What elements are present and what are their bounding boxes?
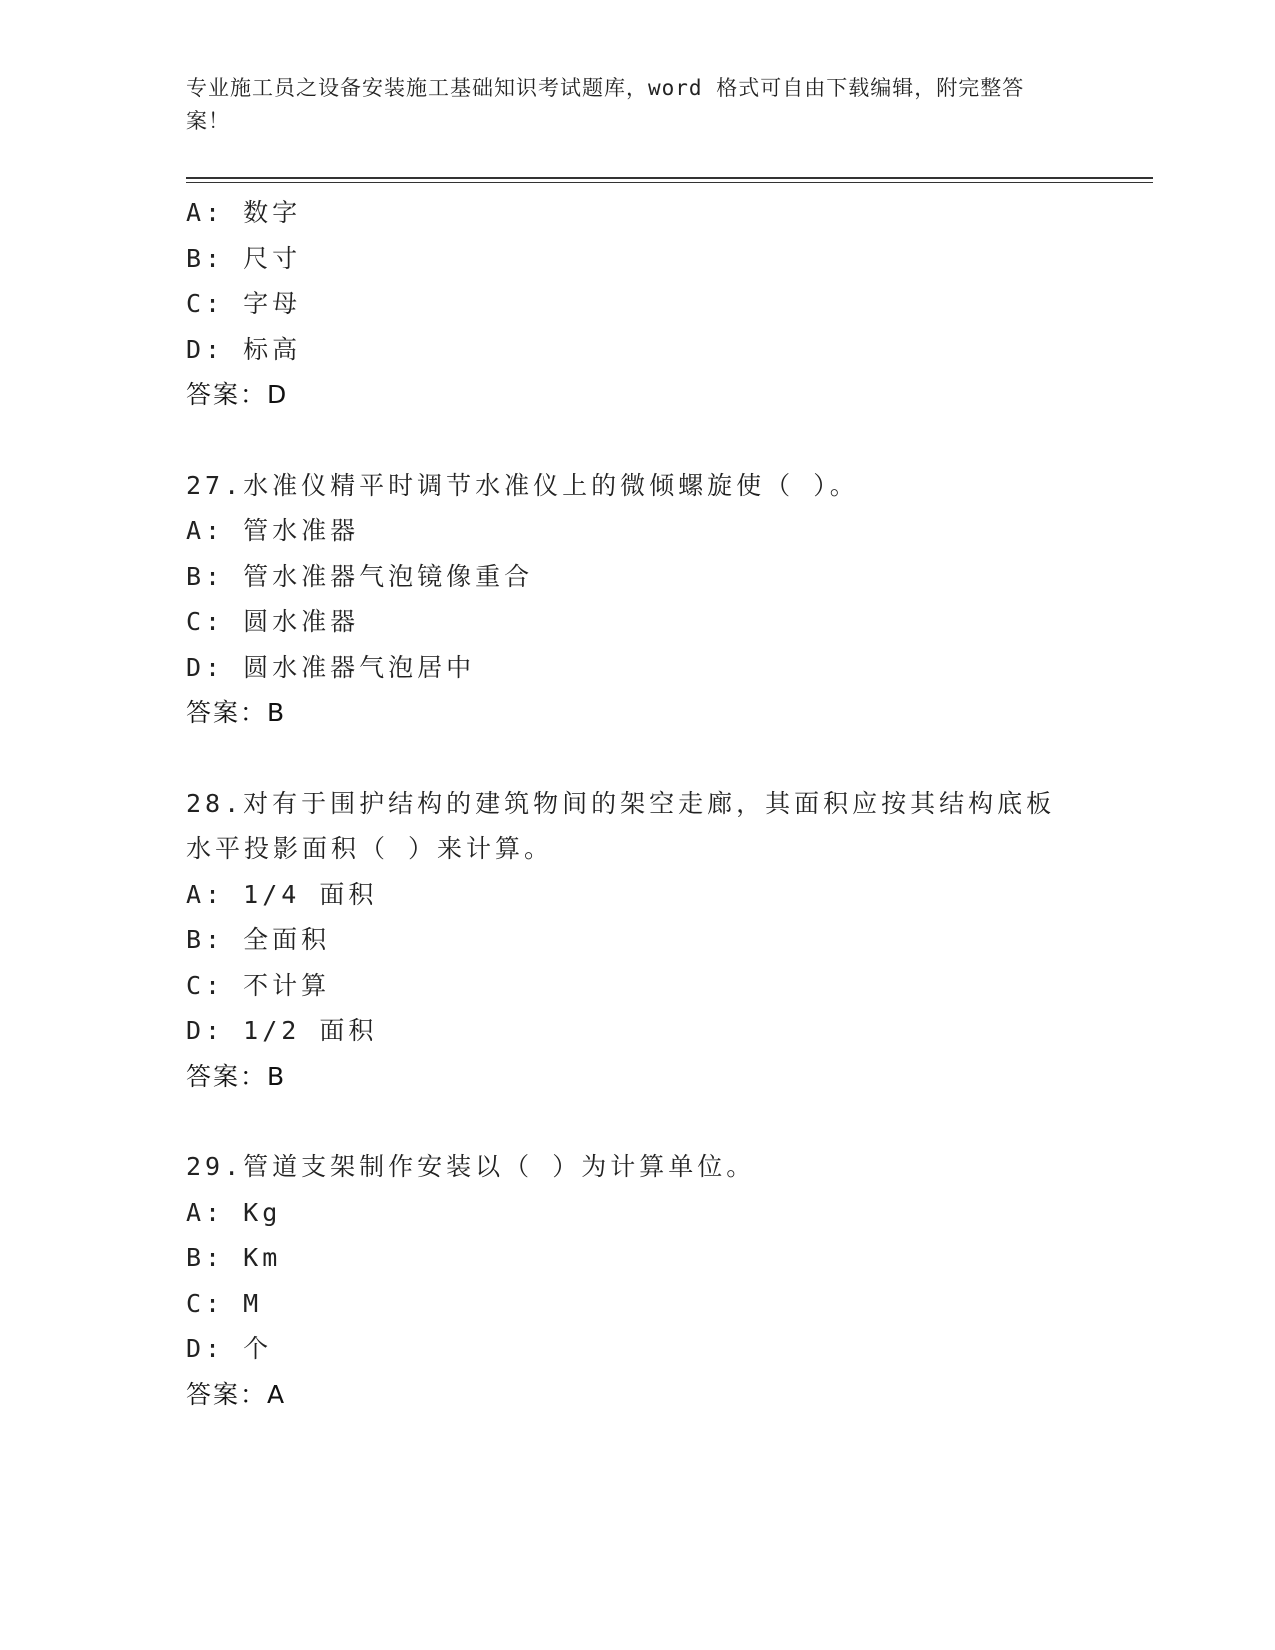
option-d: D: 圆水准器气泡居中 — [186, 652, 476, 682]
question-27 — [186, 463, 1086, 736]
document-header: 专业施工员之设备安装施工基础知识考试题库，word 格式可自由下载编辑，附完整答案！ — [186, 76, 1025, 133]
option-a: A: 管水准器 — [186, 516, 360, 545]
header-divider-thin — [186, 182, 1153, 183]
option-a: A: Kg — [186, 1197, 282, 1227]
question-29 — [186, 1144, 1086, 1417]
question-text: 28.对有于围护结构的建筑物间的架空走廊，其面积应按其结构底板水平投影面积（ ）来计算。 — [186, 788, 1056, 863]
option-c: C: 圆水准器 — [186, 607, 360, 636]
option-b: B: 管水准器气泡镜像重合 — [186, 561, 534, 591]
option-a: A: 数字 — [186, 198, 302, 227]
continued-question-block — [186, 190, 1086, 418]
option-b: B: 尺寸 — [186, 243, 302, 273]
header-divider-thick — [186, 177, 1153, 179]
question-content — [186, 190, 1086, 1417]
option-c: C: 不计算 — [186, 970, 331, 1000]
option-d: D: 1/2 面积 — [186, 1016, 378, 1045]
option-d: D: 个 — [186, 1334, 273, 1363]
option-b: B: Km — [186, 1243, 282, 1272]
answer-line: 答案：A — [186, 1379, 287, 1409]
question-text: 29.管道支架制作安装以（ ）为计算单位。 — [186, 1152, 756, 1181]
question-28 — [186, 781, 1086, 1100]
question-text: 27.水准仪精平时调节水准仪上的微倾螺旋使（ ）。 — [186, 470, 859, 500]
option-c: C: 字母 — [186, 289, 302, 318]
answer-line: 答案：D — [186, 380, 289, 409]
option-b: B: 全面积 — [186, 925, 331, 954]
option-a: A: 1/4 面积 — [186, 879, 378, 909]
answer-line: 答案：B — [186, 698, 287, 727]
answer-line: 答案：B — [186, 1061, 287, 1091]
option-d: D: 标高 — [186, 334, 302, 364]
option-c: C: M — [186, 1288, 263, 1318]
